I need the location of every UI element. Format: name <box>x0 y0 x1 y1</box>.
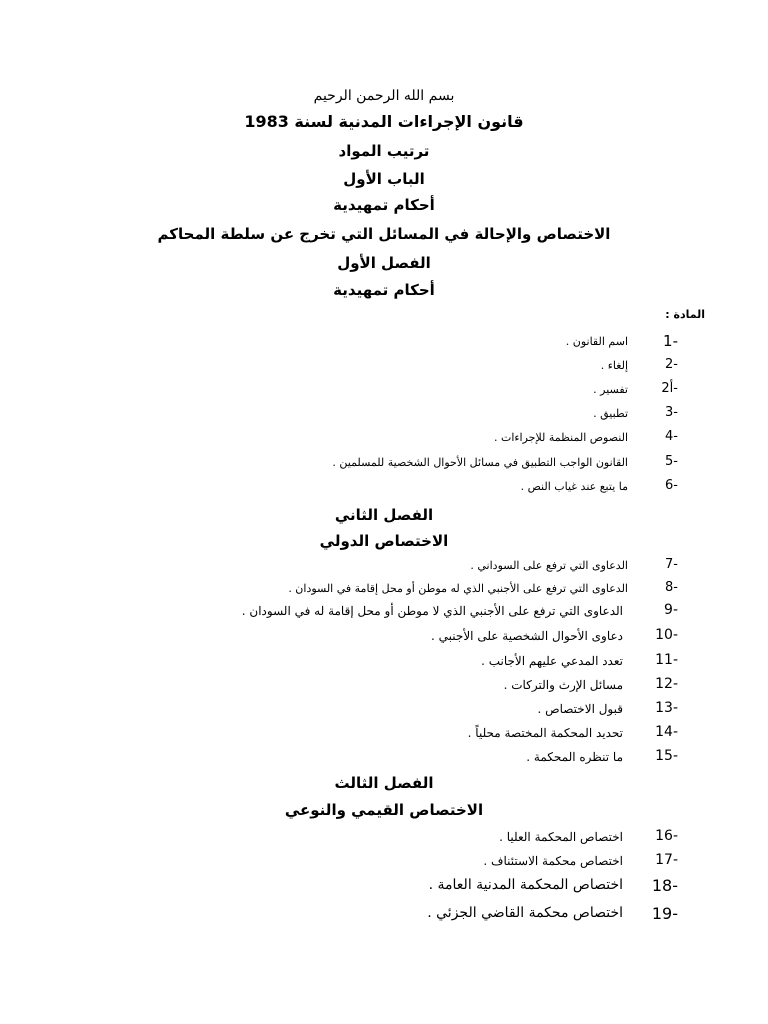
article-title: اختصاص محكمة القاضي الجزئي . <box>427 905 623 921</box>
article-number: 15- <box>655 748 678 764</box>
list-item <box>0 904 768 924</box>
list-item <box>0 429 768 449</box>
article-number: 18- <box>651 876 678 895</box>
list-item <box>0 828 768 848</box>
article-title: الدعاوى التي ترفع على الأجنبي الذي لا موطن أو محل إقامة له في السودان . <box>241 604 623 618</box>
list-item <box>0 724 768 744</box>
article-number: 9- <box>664 602 678 618</box>
list-item <box>0 627 768 647</box>
chapter-three-title: الاختصاص القيمي والنوعي <box>284 801 484 819</box>
article-title: اختصاص المحكمة العليا . <box>499 830 623 844</box>
article-title: القانون الواجب التطبيق في مسائل الأحوال الشخصية للمسلمين . <box>332 456 628 469</box>
list-item <box>0 405 768 425</box>
article-number: 17- <box>655 852 678 868</box>
article-number: 19- <box>651 904 678 923</box>
article-number: 5- <box>665 454 678 469</box>
article-number: 2- <box>665 357 678 372</box>
article-title: اسم القانون . <box>565 335 628 348</box>
article-number: 12- <box>655 676 678 692</box>
article-title: دعاوى الأحوال الشخصية على الأجنبي . <box>431 629 623 643</box>
list-item <box>0 381 768 401</box>
article-title: اختصاص محكمة الاستئناف . <box>483 854 623 868</box>
list-item <box>0 852 768 872</box>
list-item <box>0 357 768 377</box>
law-title: قانون الإجراءات المدنية لسنة 1983 <box>244 112 524 131</box>
article-title: تعدد المدعي عليهم الأجانب . <box>481 654 623 668</box>
list-item <box>0 580 768 600</box>
article-title: ما تنظره المحكمة . <box>526 750 623 764</box>
article-number: 16- <box>655 828 678 844</box>
chapter-two-heading: الفصل الثاني <box>334 506 434 524</box>
article-number: 14- <box>655 724 678 740</box>
article-title: تطبيق . <box>593 407 628 420</box>
article-number: 3- <box>665 405 678 420</box>
article-title: قبول الاختصاص . <box>537 702 623 716</box>
part-subject-heading: الاختصاص والإحالة في المسائل التي تخرج عن سلطة المحاكم <box>157 225 611 243</box>
list-item <box>0 478 768 498</box>
article-title: مسائل الإرث والتركات . <box>503 678 623 692</box>
list-item <box>0 602 768 622</box>
article-number: 8- <box>665 580 678 595</box>
article-number: 4- <box>665 429 678 444</box>
article-title: الدعاوى التي ترفع على الأجنبي الذي له موطن أو محل إقامة في السودان . <box>288 582 628 595</box>
list-item <box>0 676 768 696</box>
list-item <box>0 700 768 720</box>
list-item <box>0 876 768 896</box>
list-item <box>0 652 768 672</box>
article-title: الدعاوى التي ترفع على السوداني . <box>470 559 628 572</box>
article-title: ما يتبع عند غياب النص . <box>520 480 628 493</box>
article-number: 6- <box>665 478 678 493</box>
article-number: 11- <box>655 652 678 668</box>
article-label: المادة : <box>665 308 705 321</box>
article-number: 13- <box>655 700 678 716</box>
bismillah: بسم الله الرحمن الرحيم <box>313 88 455 104</box>
article-number: 2أ- <box>661 381 678 396</box>
preliminary-heading: أحكام تمهيدية <box>333 196 435 214</box>
chapter-two-title: الاختصاص الدولي <box>319 532 449 550</box>
article-number: 10- <box>655 627 678 643</box>
list-item <box>0 557 768 577</box>
article-title: تفسير . <box>593 383 628 396</box>
list-item <box>0 748 768 768</box>
article-number: 1- <box>663 332 678 350</box>
article-title: النصوص المنظمة للإجراءات . <box>493 431 628 444</box>
chapter-three-heading: الفصل الثالث <box>334 774 434 792</box>
chapter-one-heading: الفصل الأول <box>337 254 431 272</box>
arrangement-heading: ترتيب المواد <box>338 142 430 160</box>
article-title: اختصاص المحكمة المدنية العامة . <box>428 877 623 893</box>
article-title: تحديد المحكمة المختصة محلياً . <box>467 726 623 740</box>
part-one-heading: الباب الأول <box>343 170 425 188</box>
article-number: 7- <box>665 557 678 572</box>
list-item <box>0 332 768 352</box>
article-title: إلغاء . <box>600 359 628 372</box>
list-item <box>0 454 768 474</box>
chapter-one-title: أحكام تمهيدية <box>333 281 435 299</box>
